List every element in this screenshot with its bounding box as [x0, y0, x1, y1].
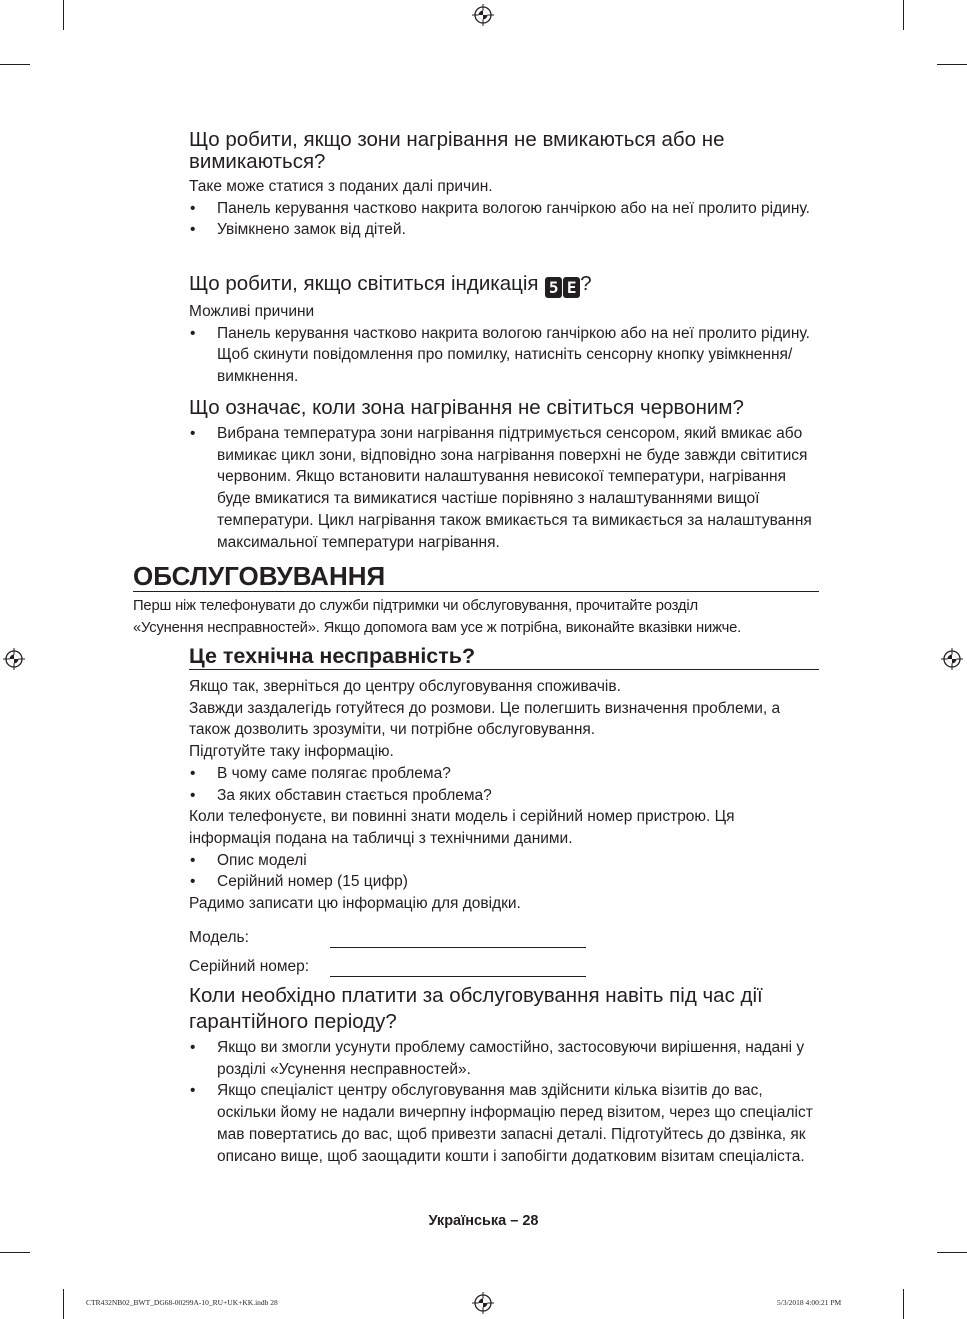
paragraph: Якщо так, зверніться до центру обслуговування споживачів.	[189, 678, 621, 695]
list-item: • Увімкнено замок від дітей.	[189, 219, 819, 241]
bullet-list	[189, 423, 819, 553]
paragraph-intro: Таке може статися з поданих далі причин.	[189, 178, 493, 195]
heading-zone-not-red: Що означає, коли зона нагрівання не світиться червоним?	[189, 396, 744, 419]
registration-mark-icon	[3, 648, 25, 670]
section-title-service: ОБСЛУГОВУВАННЯ	[133, 561, 819, 592]
heading-heating-zones: Що робити, якщо зони нагрівання не вмикаються або не вимикаються?	[189, 128, 725, 173]
display-digit-icon: E	[563, 277, 580, 298]
section-paid-service	[189, 983, 819, 1167]
serial-label: Серійний номер:	[189, 957, 310, 975]
paragraph-intro: Можливі причини	[189, 303, 315, 320]
section-indicator-error	[189, 273, 819, 388]
list-item: • Вибрана температура зони нагрівання підтримується сенсором, який вмикає або вимикає цикл зони, відповідно зона нагрівання поверхні не буде завжди світитися червоним. Якщо встановити налаштування невисокої температури, нагрівання буде вмикатися та вимикатися частіше порівняно з налаштуваннями вищої температури. Цикл нагрівання також вмикається та вимикається за налаштування максимальної температури нагрівання.	[189, 423, 819, 553]
bullet-list	[189, 1037, 819, 1167]
paragraph: Завжди заздалегідь готуйтеся до розмови. Це полегшить визначення проблеми, а також дозволить зрозуміти, чи потрібне обслуговування.	[189, 699, 781, 739]
heading-text: Що робити, якщо світиться індикація	[189, 272, 539, 295]
service-intro	[133, 596, 819, 640]
page-number: Українська – 28	[428, 1213, 539, 1229]
heading-paid-service: Коли необхідно платити за обслуговування навіть під час дії гарантійного періоду?	[189, 984, 763, 1033]
print-slug-file: CTR432NB02_BWT_DG68-00299A-10_RU+UK+KK.indb 28	[86, 1298, 278, 1307]
list-item: • Серійний номер (15 цифр)	[189, 871, 819, 893]
crop-mark	[937, 1252, 967, 1253]
list-item: • Якщо спеціаліст центру обслуговування мав здійснити кілька візитів до вас, оскільки йому не надали вичерпну інформацію перед візитом, через що спеціаліст мав повертатись до вас, щоб привезти запасні деталі. Підготуйтесь до дзвінка, як описано вище, щоб заощадити кошти і запобігти додатковим візитам спеціаліста.	[189, 1080, 819, 1167]
bullet-list	[189, 763, 819, 806]
crop-mark	[903, 0, 904, 30]
section-technical-fault	[189, 644, 819, 977]
list-item: • За яких обставин стається проблема?	[189, 785, 819, 807]
list-item: • Опис моделі	[189, 850, 819, 872]
serial-field	[189, 948, 819, 977]
service-intro-line: Перш ніж телефонувати до служби підтримки чи обслуговування, прочитайте розділ	[133, 598, 698, 614]
crop-mark	[903, 1289, 904, 1319]
paragraph: Підготуйте таку інформацію.	[189, 743, 394, 761]
crop-mark	[63, 0, 64, 30]
paragraph: Коли телефонуєте, ви повинні знати модель і серійний номер пристрою. Ця інформація подана на табличці з технічними даними.	[189, 808, 735, 847]
registration-mark-icon	[941, 648, 963, 670]
bullet-list	[189, 198, 819, 241]
paragraph: Радимо записати цю інформацію для довідки.	[189, 895, 521, 913]
list-item: • В чому саме полягає проблема?	[189, 763, 819, 785]
print-slug-date: 5/3/2018 4:00:21 PM	[777, 1298, 842, 1307]
heading-suffix: ?	[580, 272, 592, 295]
list-item: • Панель керування частково накрита вологою ганчіркою або на неї пролито рідину. Щоб скинути повідомлення про помилку, натисніть сенсорну кнопку увімкнення/вимкнення.	[189, 323, 819, 388]
display-digit-icon: 5	[545, 277, 562, 298]
crop-mark	[0, 64, 30, 65]
serial-line	[330, 957, 586, 977]
bullet-list	[189, 323, 819, 388]
heading-technical-fault: Це технічна несправність?	[189, 644, 819, 670]
registration-mark-icon	[472, 1292, 494, 1314]
crop-mark	[63, 1289, 64, 1319]
crop-mark	[937, 64, 967, 65]
model-field	[189, 919, 819, 948]
model-label: Модель:	[189, 928, 249, 946]
service-intro-line: «Усунення несправностей». Якщо допомога вам усе ж потрібна, виконайте вказівки нижче.	[133, 619, 742, 636]
bullet-list	[189, 850, 819, 893]
model-line	[330, 928, 586, 948]
list-item: • Якщо ви змогли усунути проблему самостійно, застосовуючи вирішення, надані у розділі «Усунення несправностей».	[189, 1037, 819, 1080]
heading-indicator	[189, 273, 819, 298]
section-heating-zones-not-switching	[189, 129, 819, 241]
crop-mark	[0, 1252, 30, 1253]
section-zone-not-red	[189, 397, 819, 553]
list-item: • Панель керування частково накрита вологою ганчіркою або на неї пролито рідину.	[189, 198, 819, 220]
registration-mark-icon	[472, 4, 494, 26]
